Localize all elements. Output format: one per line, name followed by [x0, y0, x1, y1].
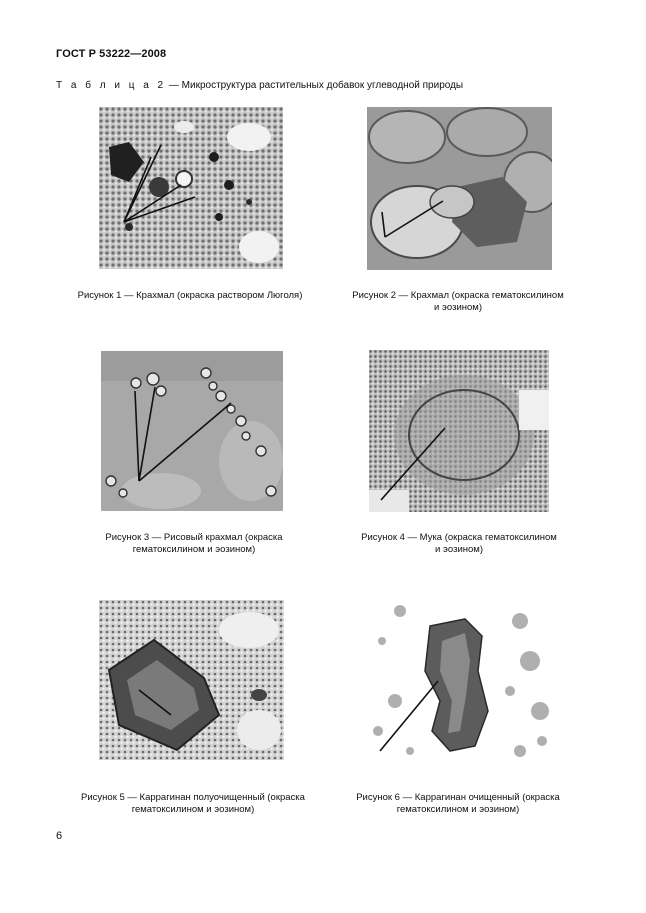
caption-figure-6-line1: Рисунок 6 — Каррагинан очищенный (окраска — [356, 792, 560, 803]
caption-figure-6 — [327, 792, 589, 816]
caption-figure-3-line1: Рисунок 3 — Рисовый крахмал (окраска — [105, 532, 283, 543]
caption-figure-6-line2: гематоксилином и эозином) — [396, 804, 520, 815]
table-label: Т а б л и ц а 2 — [56, 80, 167, 91]
caption-figure-3 — [60, 532, 328, 556]
page-number: 6 — [56, 830, 63, 842]
caption-figure-2-line1: Рисунок 2 — Крахмал (окраска гематоксилином — [352, 290, 564, 301]
caption-figure-4 — [330, 532, 588, 556]
table-title — [56, 80, 463, 91]
caption-figure-1 — [50, 290, 330, 302]
document-header: ГОСТ Р 53222—2008 — [56, 48, 167, 60]
table-caption: — Микроструктура растительных добавок углеводной природы — [166, 80, 464, 91]
caption-figure-3-line2: гематоксилином и эозином) — [132, 544, 256, 555]
micrograph-figure-5 — [99, 600, 284, 760]
caption-figure-2-line2: и эозином) — [434, 302, 482, 313]
caption-figure-2 — [322, 290, 594, 314]
caption-figure-5 — [48, 792, 338, 816]
micrograph-figure-2 — [367, 107, 552, 270]
micrograph-figure-1 — [99, 107, 283, 269]
micrograph-figure-6 — [370, 601, 550, 763]
caption-figure-4-line1: Рисунок 4 — Мука (окраска гематоксилином — [361, 532, 557, 543]
micrograph-figure-4 — [369, 350, 549, 512]
caption-figure-4-line2: и эозином) — [435, 544, 483, 555]
caption-figure-1-line1: Рисунок 1 — Крахмал (окраска раствором Люголя) — [77, 290, 303, 301]
micrograph-figure-3 — [101, 351, 283, 511]
caption-figure-5-line2: гематоксилином и эозином) — [131, 804, 255, 815]
caption-figure-5-line1: Рисунок 5 — Каррагинан полуочищенный (окраска — [81, 792, 305, 803]
